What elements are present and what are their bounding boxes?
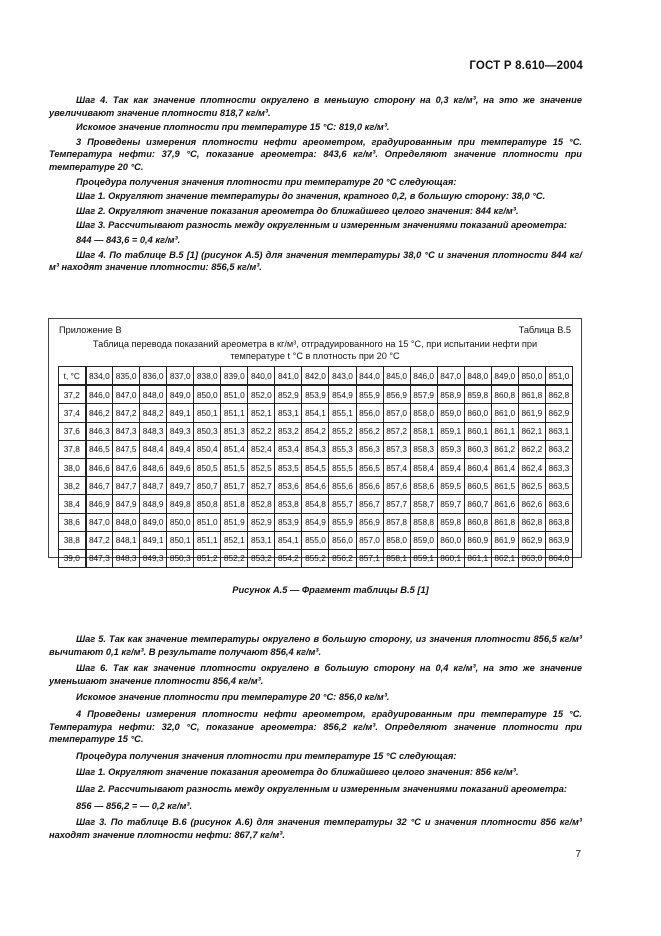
density-cell: 856,6	[356, 477, 383, 495]
temperature-cell: 38,0	[59, 458, 86, 476]
table-header-row	[59, 367, 573, 386]
density-header-cell: 847,0	[437, 367, 464, 386]
density-cell: 849,1	[140, 531, 167, 549]
density-cell: 862,1	[491, 549, 518, 567]
density-cell: 857,9	[410, 385, 437, 404]
density-cell: 859,8	[437, 513, 464, 531]
density-cell: 852,4	[248, 440, 275, 458]
density-cell: 862,6	[518, 495, 545, 513]
density-cell: 858,0	[410, 404, 437, 422]
temperature-header-cell: t, °С	[59, 367, 86, 386]
density-cell: 851,1	[194, 531, 221, 549]
bottom-paragraph: Шаг 3. По таблице В.6 (рисунок А.6) для значения температуры 32 °С и значения плотности 856 кг/м³ находят значение плотности нефти: 867,7 кг/м³.	[49, 817, 582, 840]
density-cell: 847,2	[113, 404, 140, 422]
density-cell: 863,0	[518, 549, 545, 567]
density-cell: 862,4	[518, 458, 545, 476]
density-header-cell: 834,0	[86, 367, 113, 386]
temperature-cell: 37,2	[59, 385, 86, 404]
density-header-cell: 849,0	[491, 367, 518, 386]
table-caption	[69, 339, 561, 363]
density-cell: 853,2	[248, 549, 275, 567]
density-cell: 849,0	[167, 385, 194, 404]
bottom-paragraph: Шаг 2. Рассчитывают разность между округленным и измеренным значениями показаний ареометра:	[76, 783, 568, 794]
density-cell: 855,1	[329, 404, 356, 422]
density-cell: 849,6	[167, 458, 194, 476]
density-cell: 858,1	[383, 549, 410, 567]
density-cell: 863,5	[545, 477, 572, 495]
density-cell: 846,2	[86, 404, 113, 422]
density-cell: 855,6	[329, 477, 356, 495]
density-cell: 853,8	[275, 495, 302, 513]
density-cell: 856,9	[356, 513, 383, 531]
density-cell: 861,0	[491, 404, 518, 422]
density-cell: 847,6	[113, 458, 140, 476]
density-cell: 848,3	[140, 422, 167, 440]
density-header-cell: 846,0	[410, 367, 437, 386]
density-cell: 851,3	[221, 422, 248, 440]
density-cell: 862,1	[518, 422, 545, 440]
density-cell: 846,9	[86, 495, 113, 513]
temperature-cell: 38,8	[59, 531, 86, 549]
density-cell: 855,9	[329, 513, 356, 531]
table-caption-line-1: Таблица перевода показаний ареометра в кг/м³, отградуированного на 15 °С, при испытании нефти при	[92, 339, 538, 349]
table-caption-line-2: температуре t °С в плотность при 20 °С	[230, 350, 400, 361]
density-cell: 856,5	[356, 458, 383, 476]
density-cell: 859,4	[437, 458, 464, 476]
density-cell: 855,9	[356, 385, 383, 404]
appendix-label: Приложение В	[59, 325, 122, 335]
density-cell: 858,0	[383, 531, 410, 549]
density-cell: 847,3	[86, 549, 113, 567]
density-cell: 846,7	[86, 477, 113, 495]
density-cell: 852,2	[248, 422, 275, 440]
density-cell: 855,3	[329, 440, 356, 458]
density-header-cell: 845,0	[383, 367, 410, 386]
density-cell: 857,0	[356, 531, 383, 549]
density-cell: 853,9	[275, 513, 302, 531]
density-cell: 854,2	[302, 422, 329, 440]
density-cell: 859,1	[410, 549, 437, 567]
density-cell: 853,4	[275, 440, 302, 458]
density-cell: 847,7	[113, 477, 140, 495]
density-cell: 861,4	[491, 458, 518, 476]
density-cell: 857,1	[356, 549, 383, 567]
bottom-paragraph: Шаг 6. Так как значение плотности округлено в большую сторону на 0,4 кг/м³, на это же значение уменьшают значение плотности 856,4 кг/м³.	[49, 663, 582, 686]
density-cell: 856,3	[356, 440, 383, 458]
density-cell: 857,0	[383, 404, 410, 422]
table-row	[59, 549, 573, 567]
density-cell: 863,3	[545, 458, 572, 476]
density-cell: 851,5	[221, 458, 248, 476]
temperature-cell: 37,6	[59, 422, 86, 440]
density-cell: 860,8	[491, 385, 518, 404]
density-cell: 860,5	[464, 477, 491, 495]
density-cell: 856,0	[356, 404, 383, 422]
density-header-cell: 842,0	[302, 367, 329, 386]
density-cell: 858,7	[410, 495, 437, 513]
density-cell: 848,1	[113, 531, 140, 549]
density-cell: 854,1	[275, 531, 302, 549]
density-cell: 847,5	[113, 440, 140, 458]
density-cell: 854,5	[302, 458, 329, 476]
density-cell: 853,1	[248, 531, 275, 549]
density-cell: 851,2	[194, 549, 221, 567]
density-cell: 862,2	[518, 440, 545, 458]
standard-code: ГОСТ Р 8.610—2004	[469, 60, 583, 72]
table-row	[59, 422, 573, 440]
density-header-cell: 838,0	[194, 367, 221, 386]
density-cell: 861,8	[491, 513, 518, 531]
density-cell: 849,3	[140, 549, 167, 567]
density-cell: 856,2	[329, 549, 356, 567]
density-header-cell: 850,0	[518, 367, 545, 386]
density-cell: 848,4	[140, 440, 167, 458]
density-cell: 857,6	[383, 477, 410, 495]
density-cell: 850,0	[194, 385, 221, 404]
density-cell: 859,5	[437, 477, 464, 495]
density-cell: 851,0	[194, 513, 221, 531]
density-cell: 852,7	[248, 477, 275, 495]
density-cell: 861,9	[491, 531, 518, 549]
density-cell: 849,8	[167, 495, 194, 513]
density-cell: 846,3	[86, 422, 113, 440]
density-cell: 855,7	[329, 495, 356, 513]
density-cell: 848,7	[140, 477, 167, 495]
bottom-paragraph: 856 — 856,2 = — 0,2 кг/м³.	[76, 800, 193, 811]
density-cell: 860,0	[437, 531, 464, 549]
density-cell: 852,9	[248, 513, 275, 531]
density-cell: 861,8	[518, 385, 545, 404]
density-cell: 861,2	[491, 440, 518, 458]
density-cell: 859,7	[437, 495, 464, 513]
density-cell: 863,2	[545, 440, 572, 458]
density-cell: 859,3	[437, 440, 464, 458]
density-cell: 858,3	[410, 440, 437, 458]
density-cell: 861,1	[464, 549, 491, 567]
density-cell: 854,6	[302, 477, 329, 495]
density-cell: 856,9	[383, 385, 410, 404]
density-cell: 858,8	[410, 513, 437, 531]
temperature-cell: 38,2	[59, 477, 86, 495]
density-cell: 861,1	[491, 422, 518, 440]
density-cell: 863,6	[545, 495, 572, 513]
density-cell: 860,9	[464, 531, 491, 549]
bottom-paragraph: Процедура получения значения плотности при температуре 15 °С следующая:	[76, 750, 457, 761]
density-cell: 850,3	[194, 422, 221, 440]
density-cell: 856,0	[329, 531, 356, 549]
table-label: Таблица В.5	[518, 325, 571, 335]
bottom-paragraph: Шаг 5. Так как значение температуры округлено в большую сторону, из значения плотности 856,5 кг/м³ вычитают 0,1 кг/м³. В результате получают 856,4 кг/м³.	[49, 634, 582, 657]
density-cell: 852,2	[221, 549, 248, 567]
table-row	[59, 531, 573, 549]
top-paragraph: 844 — 843,6 = 0,4 кг/м³.	[76, 234, 181, 245]
density-cell: 855,2	[329, 422, 356, 440]
density-cell: 861,6	[491, 495, 518, 513]
density-cell: 857,4	[383, 458, 410, 476]
bottom-paragraph: 4 Проведены измерения плотности нефти ареометром, градуированным при температуре 15 °С. Температура нефти: 32,0 °С, показание ареометра: 856,2 кг/м³. Определяют значение плотности при температуре 15 °С.	[49, 708, 582, 745]
density-cell: 849,0	[140, 513, 167, 531]
top-paragraph: Шаг 4. По таблице В.5 [1] (рисунок А.5) для значения температуры 38,0 °С и значения плотности 844 кг/м³ находят значение плотности: 856,5 кг/м³.	[49, 249, 582, 273]
density-cell: 860,3	[464, 440, 491, 458]
density-cell: 862,5	[518, 477, 545, 495]
density-header-cell: 844,0	[356, 367, 383, 386]
density-cell: 860,1	[464, 422, 491, 440]
temperature-cell: 38,4	[59, 495, 86, 513]
density-cell: 863,1	[545, 422, 572, 440]
density-header-cell: 851,0	[545, 367, 572, 386]
density-cell: 850,1	[194, 404, 221, 422]
density-cell: 862,9	[545, 404, 572, 422]
density-cell: 858,6	[410, 477, 437, 495]
figure-a5-frame	[48, 318, 582, 564]
top-paragraph: Процедура получения значения плотности при температуре 20 °С следующая:	[76, 176, 457, 187]
bottom-paragraph: Шаг 1. Округляют значение показания ареометра до ближайшего целого значения: 856 кг/м³.	[76, 767, 519, 778]
density-cell: 863,9	[545, 531, 572, 549]
density-cell: 852,8	[248, 495, 275, 513]
density-cell: 850,8	[194, 495, 221, 513]
temperature-cell: 38,6	[59, 513, 86, 531]
table-row	[59, 404, 573, 422]
top-paragraph: 3 Проведены измерения плотности нефти ареометром, градуированным при температуре 15 °С. Температура нефти: 37,9 °С, показание ареометра: 843,6 кг/м³. Определяют значение плотности при температуре 20 °С.	[49, 136, 582, 172]
density-cell: 847,0	[113, 385, 140, 404]
table-row	[59, 458, 573, 476]
density-cell: 852,1	[221, 531, 248, 549]
bottom-text-block	[49, 633, 582, 845]
density-cell: 860,4	[464, 458, 491, 476]
density-cell: 850,4	[194, 440, 221, 458]
density-cell: 857,2	[383, 422, 410, 440]
density-cell: 854,9	[302, 513, 329, 531]
density-cell: 862,9	[518, 531, 545, 549]
density-cell: 860,1	[437, 549, 464, 567]
density-cell: 861,5	[491, 477, 518, 495]
density-cell: 851,9	[221, 513, 248, 531]
density-cell: 852,9	[275, 385, 302, 404]
density-cell: 853,2	[275, 422, 302, 440]
density-cell: 857,7	[383, 495, 410, 513]
density-header-cell: 835,0	[113, 367, 140, 386]
table-row	[59, 513, 573, 531]
density-cell: 860,7	[464, 495, 491, 513]
density-cell: 849,4	[167, 440, 194, 458]
density-cell: 853,5	[275, 458, 302, 476]
density-cell: 848,6	[140, 458, 167, 476]
density-cell: 860,8	[464, 513, 491, 531]
density-cell: 847,3	[113, 422, 140, 440]
density-cell: 855,2	[302, 549, 329, 567]
density-cell: 848,0	[140, 385, 167, 404]
density-cell: 847,0	[86, 513, 113, 531]
density-cell: 856,7	[356, 495, 383, 513]
top-paragraph: Шаг 1. Округляют значение температуры до значения, кратного 0,2, в большую сторону: 38,0 °С.	[76, 191, 546, 202]
density-cell: 862,8	[518, 513, 545, 531]
density-cell: 857,8	[383, 513, 410, 531]
density-cell: 848,9	[140, 495, 167, 513]
density-cell: 859,0	[437, 404, 464, 422]
table-row	[59, 440, 573, 458]
density-cell: 859,0	[410, 531, 437, 549]
top-text-block	[49, 94, 582, 276]
density-cell: 852,0	[248, 385, 275, 404]
table-row	[59, 385, 573, 404]
temperature-cell: 37,4	[59, 404, 86, 422]
density-header-cell: 836,0	[140, 367, 167, 386]
density-cell: 846,6	[86, 458, 113, 476]
density-cell: 854,2	[275, 549, 302, 567]
density-cell: 846,5	[86, 440, 113, 458]
density-cell: 851,4	[221, 440, 248, 458]
density-cell: 859,1	[437, 422, 464, 440]
top-paragraph: Шаг 2. Округляют значение показания ареометра до ближайшего целого значения: 844 кг/м³.	[76, 205, 519, 216]
density-cell: 858,1	[410, 422, 437, 440]
figure-caption: Рисунок А.5 — Фрагмент таблицы В.5 [1]	[232, 585, 429, 595]
density-cell: 853,1	[275, 404, 302, 422]
density-header-cell: 843,0	[329, 367, 356, 386]
top-paragraph: Искомое значение плотности при температуре 15 °С: 819,0 кг/м³.	[76, 122, 390, 133]
density-cell: 857,3	[383, 440, 410, 458]
density-cell: 850,0	[167, 513, 194, 531]
table-row	[59, 495, 573, 513]
density-cell: 853,6	[275, 477, 302, 495]
density-cell: 864,0	[545, 549, 572, 567]
density-cell: 851,1	[221, 404, 248, 422]
density-cell: 858,4	[410, 458, 437, 476]
density-cell: 856,2	[356, 422, 383, 440]
density-conversion-table	[58, 366, 573, 568]
density-cell: 854,3	[302, 440, 329, 458]
density-cell: 850,7	[194, 477, 221, 495]
density-cell: 847,9	[113, 495, 140, 513]
density-cell: 850,3	[167, 549, 194, 567]
density-cell: 849,3	[167, 422, 194, 440]
density-cell: 850,5	[194, 458, 221, 476]
density-header-cell: 837,0	[167, 367, 194, 386]
density-cell: 862,8	[545, 385, 572, 404]
density-cell: 848,0	[113, 513, 140, 531]
density-cell: 851,7	[221, 477, 248, 495]
density-cell: 855,0	[302, 531, 329, 549]
bottom-paragraph: Искомое значение плотности при температуре 20 °С: 856,0 кг/м³.	[76, 692, 390, 703]
density-cell: 850,1	[167, 531, 194, 549]
density-cell: 852,5	[248, 458, 275, 476]
density-cell: 854,1	[302, 404, 329, 422]
density-cell: 851,0	[221, 385, 248, 404]
temperature-cell: 37,8	[59, 440, 86, 458]
density-cell: 848,2	[140, 404, 167, 422]
density-cell: 863,8	[545, 513, 572, 531]
density-header-cell: 841,0	[275, 367, 302, 386]
density-cell: 853,9	[302, 385, 329, 404]
density-cell: 849,1	[167, 404, 194, 422]
density-header-cell: 839,0	[221, 367, 248, 386]
density-cell: 849,7	[167, 477, 194, 495]
density-cell: 848,3	[113, 549, 140, 567]
density-cell: 860,0	[464, 404, 491, 422]
density-cell: 852,1	[248, 404, 275, 422]
density-cell: 846,0	[86, 385, 113, 404]
top-paragraph: Шаг 3. Рассчитывают разность между округленным и измеренным значениями показаний ареометра:	[76, 220, 568, 231]
temperature-cell: 39,0	[59, 549, 86, 567]
density-cell: 854,8	[302, 495, 329, 513]
density-cell: 851,8	[221, 495, 248, 513]
density-cell: 855,5	[329, 458, 356, 476]
table-row	[59, 477, 573, 495]
density-cell: 847,2	[86, 531, 113, 549]
density-cell: 854,9	[329, 385, 356, 404]
page-number: 7	[575, 849, 581, 860]
density-cell: 858,9	[437, 385, 464, 404]
density-header-cell: 848,0	[464, 367, 491, 386]
density-cell: 859,8	[464, 385, 491, 404]
density-header-cell: 840,0	[248, 367, 275, 386]
top-paragraph: Шаг 4. Так как значение плотности округлено в меньшую сторону на 0,3 кг/м³, на это же значение увеличивают значение плотности 818,7 кг/м³.	[49, 95, 582, 118]
density-cell: 861,9	[518, 404, 545, 422]
